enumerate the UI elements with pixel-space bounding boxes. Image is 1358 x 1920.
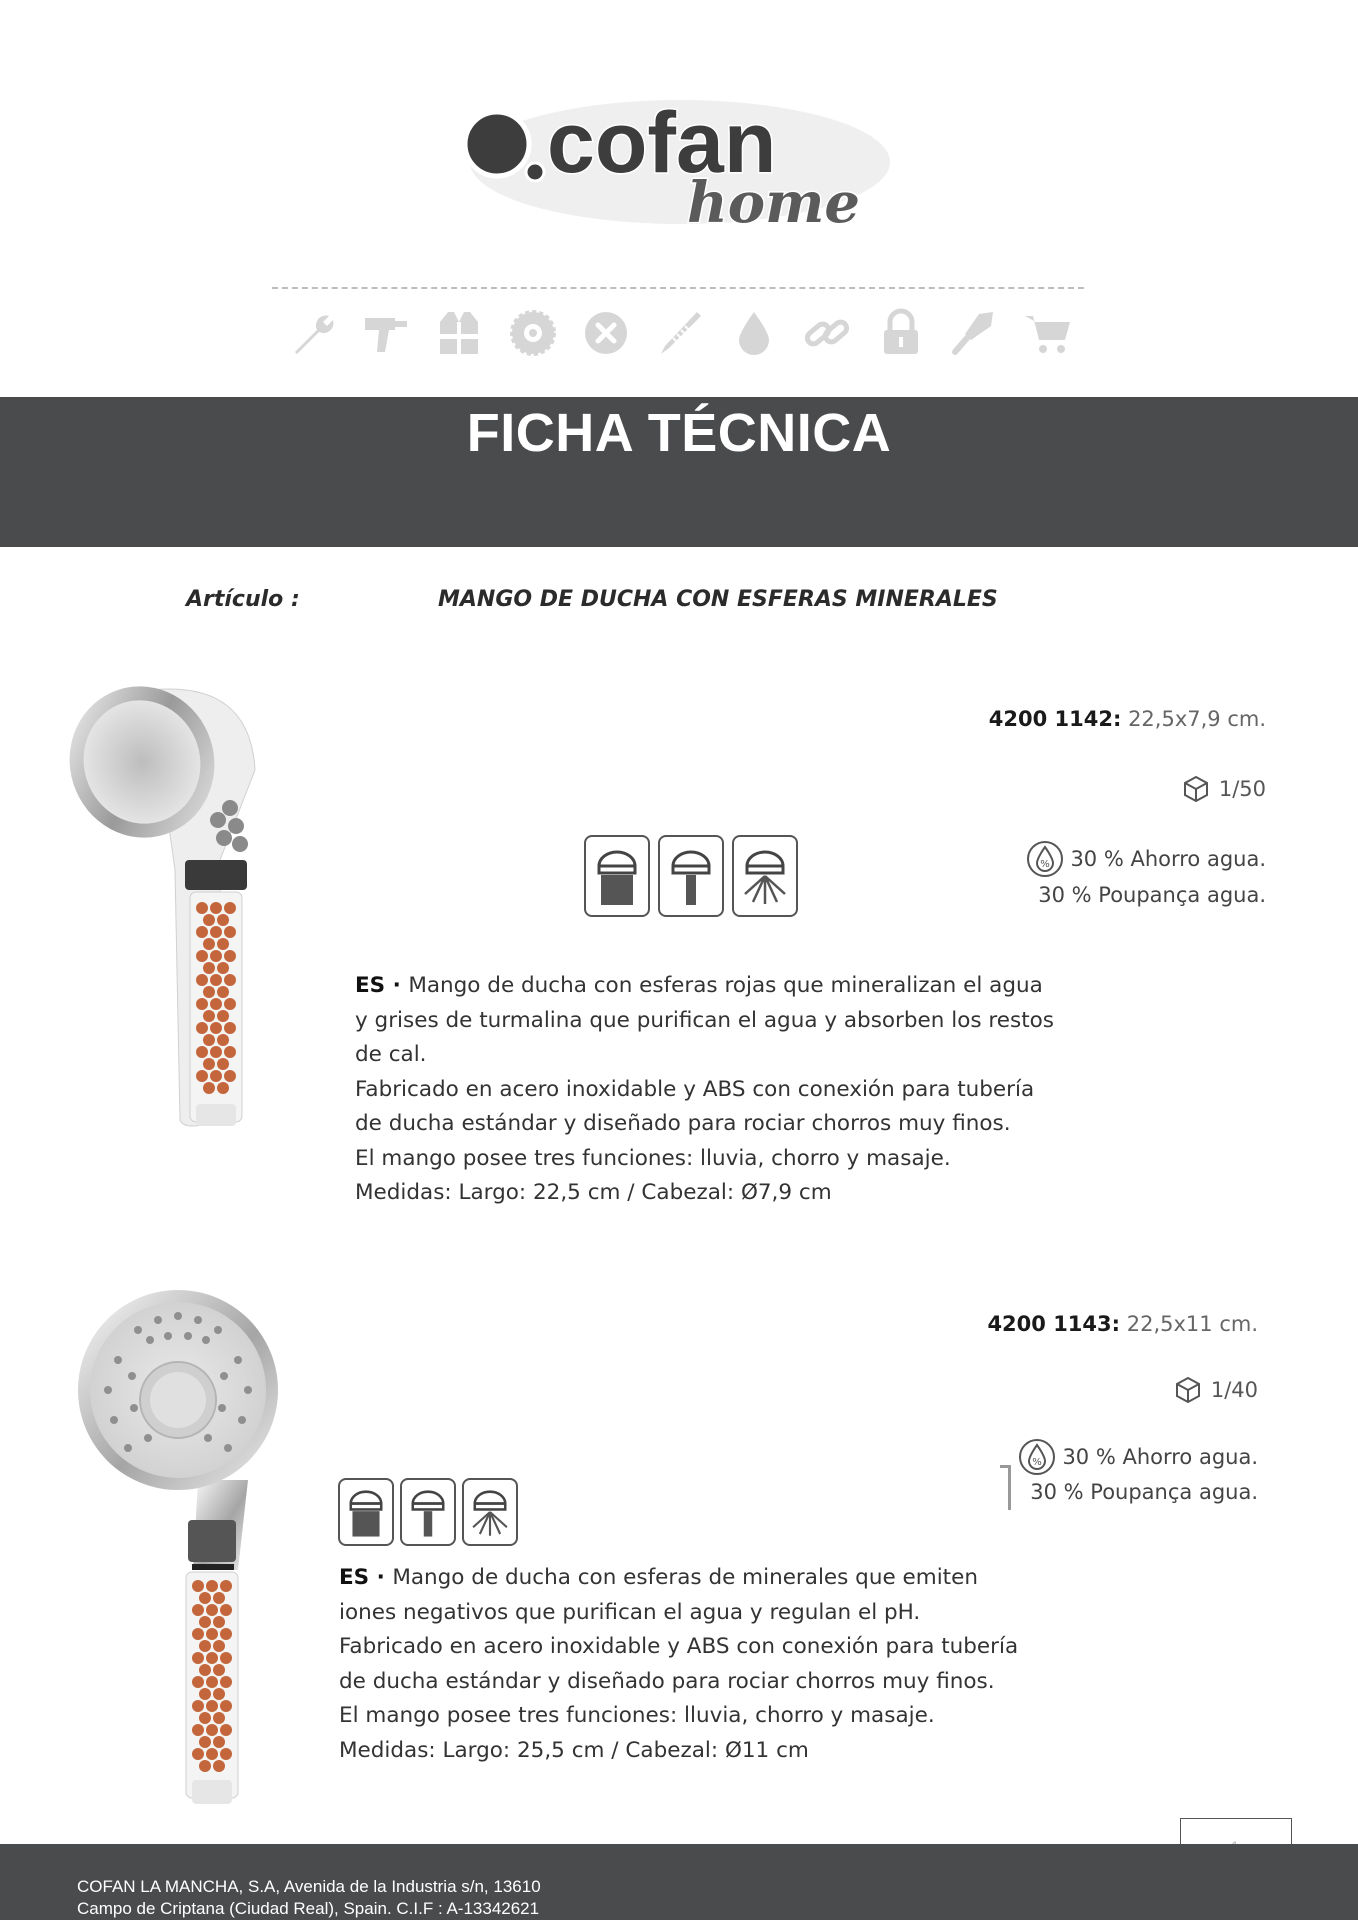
product-1-description: ES · Mango de ducha con esferas rojas que mineralizan el agua y grises de turmalina que purifican el agua y absorben los restos de cal. Fabricado en acero inoxidable y ABS con conexión para tubería de ducha estándar y diseñado para rociar chorros muy finos. El mango posee tres funciones: lluvia, chorro y masaje. Medidas: Largo: 22,5 cm / Cabezal: Ø7,9 cm	[355, 969, 1054, 1211]
category-icons	[285, 305, 1075, 361]
saw-blade-icon	[506, 306, 560, 360]
logo-brand-text: cofan	[547, 95, 777, 191]
product-1-line-3: de cal.	[355, 1042, 427, 1067]
product-1-line-2: y grises de turmalina que purifican el agua y absorben los restos	[355, 1007, 1054, 1033]
drill-icon	[359, 306, 413, 360]
product-2-line-5: El mango posee tres funciones: lluvia, chorro y masaje.	[339, 1703, 935, 1728]
product-1-saving-pt: 30 % Poupança agua.	[1038, 883, 1266, 907]
logo-sub-text: home	[687, 170, 860, 236]
product-1-line-5: de ducha estándar y diseñado para rociar chorros muy finos.	[355, 1111, 1011, 1136]
svg-text:%: %	[1032, 1457, 1043, 1468]
page-title: FICHA TÉCNICA	[466, 403, 892, 463]
divider	[272, 287, 1084, 289]
cart-icon	[1021, 306, 1075, 360]
product-2-saving-es: 30 % Ahorro agua.	[1062, 1445, 1258, 1469]
product-2-functions	[338, 1478, 518, 1546]
product-1-code: 4200 1142:	[988, 707, 1122, 731]
product-1-lang: ES	[355, 973, 386, 998]
svg-text:%: %	[1040, 859, 1051, 870]
product-2-line-6: Medidas: Largo: 25,5 cm / Cabezal: Ø11 cm	[339, 1737, 809, 1763]
product-2-code: 4200 1143:	[987, 1312, 1121, 1336]
product-image-1	[60, 680, 270, 1140]
product-1-ref	[989, 707, 1266, 731]
product-2-line-2: iones negativos que purifican el agua y regulan el pH.	[339, 1599, 921, 1625]
box-icon	[1173, 1375, 1203, 1405]
cofan-home-logo	[455, 72, 905, 242]
product-1-line-4: Fabricado en acero inoxidable y ABS con conexión para tubería	[355, 1076, 1035, 1102]
product-1-line-1: Mango de ducha con esferas rojas que mineralizan el agua	[408, 973, 1043, 998]
product-1-functions	[584, 835, 798, 917]
massage-function-icon	[732, 835, 798, 917]
water-saving-icon	[1026, 840, 1064, 878]
product-1-pack	[1181, 774, 1266, 804]
product-1-size: 22,5x7,9 cm.	[1128, 707, 1266, 731]
jet-function-icon	[658, 835, 724, 917]
chain-icon	[800, 306, 854, 360]
screw-icon	[653, 306, 707, 360]
product-2-size: 22,5x11 cm.	[1126, 1312, 1258, 1336]
product-2-line-1: Mango de ducha con esferas de minerales que emiten	[392, 1565, 978, 1590]
product-1-water-saving	[1026, 840, 1266, 912]
rain-function-icon	[584, 835, 650, 917]
product-2-line-3: Fabricado en acero inoxidable y ABS con conexión para tubería	[339, 1634, 1019, 1659]
product-2-pack	[1173, 1375, 1258, 1405]
product-1-pack-value: 1/50	[1218, 777, 1266, 801]
rain-function-icon	[338, 1478, 394, 1546]
article-value: MANGO DE DUCHA CON ESFERAS MINERALES	[438, 587, 998, 612]
massage-function-icon	[462, 1478, 518, 1546]
footer-line-1: COFAN LA MANCHA, S.A, Avenida de la Industria s/n, 13610	[77, 1877, 541, 1896]
product-2-description: ES · Mango de ducha con esferas de minerales que emiten iones negativos que purifican el agua y regulan el pH. Fabricado en acero inoxidable y ABS con conexión para tubería de ducha estándar y diseñado para rociar chorros muy finos. El mango posee tres funciones: lluvia, chorro y masaje. Medidas: Largo: 25,5 cm / Cabezal: Ø11 cm	[339, 1561, 1018, 1768]
footer-address	[77, 1876, 541, 1920]
decorative-mark	[1000, 1465, 1011, 1510]
product-2-pack-value: 1/40	[1210, 1378, 1258, 1402]
safety-vest-icon	[432, 306, 486, 360]
product-1-line-6: El mango posee tres funciones: lluvia, chorro y masaje.	[355, 1145, 951, 1171]
box-icon	[1181, 774, 1211, 804]
wrench-icon	[285, 306, 339, 360]
article-label: Artículo :	[186, 587, 300, 612]
product-1-saving-es: 30 % Ahorro agua.	[1070, 847, 1266, 871]
product-2-line-4: de ducha estándar y diseñado para rociar chorros muy finos.	[339, 1668, 995, 1694]
jet-function-icon	[400, 1478, 456, 1546]
product-2-water-saving	[1018, 1438, 1258, 1508]
drop-icon	[727, 306, 781, 360]
product-2-ref	[987, 1312, 1258, 1336]
product-1-line-7: Medidas: Largo: 22,5 cm / Cabezal: Ø7,9 cm	[355, 1180, 832, 1205]
product-2-lang: ES	[339, 1565, 370, 1590]
product-image-2	[78, 1280, 288, 1810]
padlock-icon	[874, 306, 928, 360]
water-saving-icon	[1018, 1438, 1056, 1476]
cutting-disc-icon	[579, 306, 633, 360]
footer-line-2: Campo de Criptana (Ciudad Real), Spain. C.I.F : A-13342621	[77, 1899, 540, 1918]
product-2-saving-pt: 30 % Poupança agua.	[1030, 1480, 1258, 1504]
trowel-icon	[947, 306, 1001, 360]
